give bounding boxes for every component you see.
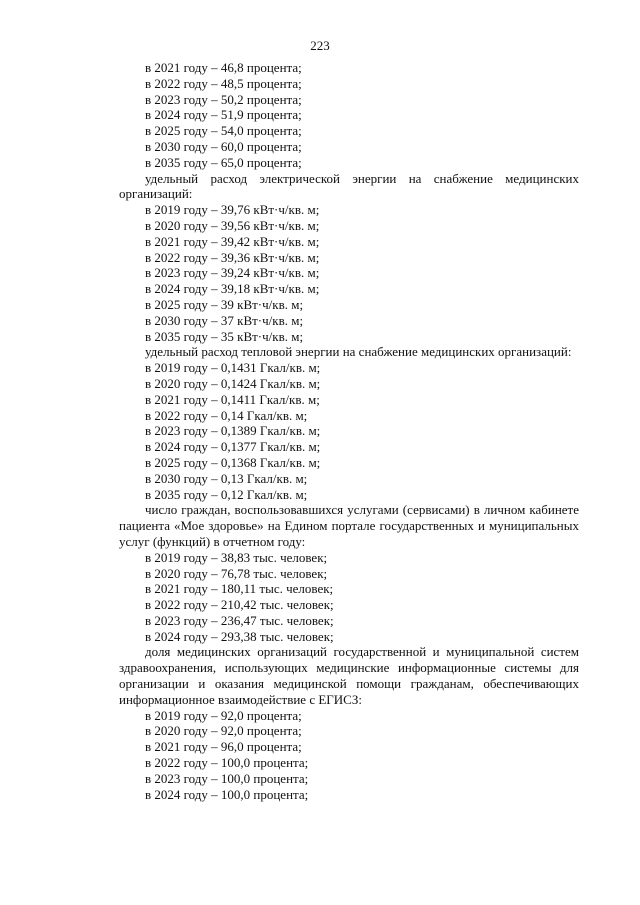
list-line: в 2024 году – 293,38 тыс. человек; [145,628,334,644]
list-line: в 2019 году – 38,83 тыс. человек; [145,549,328,565]
list-line: в 2030 году – 0,13 Гкал/кв. м; [145,470,308,486]
document-body [119,60,579,802]
list-line: в 2035 году – 65,0 процента; [145,154,302,170]
page-number: 223 [310,38,330,53]
list-line: в 2020 году – 0,1424 Гкал/кв. м; [145,375,321,391]
list-line: в 2021 году – 96,0 процента; [145,739,302,755]
list-line: в 2024 году – 100,0 процента; [145,786,309,802]
list-line: в 2023 году – 100,0 процента; [145,770,309,786]
list-line: в 2019 году – 0,1431 Гкал/кв. м; [145,360,321,376]
list-line: в 2024 году – 0,1377 Гкал/кв. м; [145,439,321,455]
list-line: в 2021 году – 46,8 процента; [145,60,302,75]
list-line: в 2023 году – 0,1389 Гкал/кв. м; [145,423,321,439]
list-line: в 2024 году – 39,18 кВт·ч/кв. м; [145,281,320,297]
list-line: в 2025 году – 39 кВт·ч/кв. м; [145,296,304,312]
paragraph: удельный расход электрической энергии на снабжение медицинских организаций: [119,170,579,202]
list-line: в 2035 году – 0,12 Гкал/кв. м; [145,486,308,502]
list-line: в 2019 году – 39,76 кВт·ч/кв. м; [145,202,320,218]
list-line: в 2030 году – 60,0 процента; [145,138,302,154]
list-line: в 2021 году – 39,42 кВт·ч/кв. м; [145,233,320,249]
list-line: в 2024 году – 51,9 процента; [145,107,302,123]
list-line: в 2025 году – 54,0 процента; [145,123,302,139]
list-line: в 2022 году – 0,14 Гкал/кв. м; [145,407,308,423]
list-line: в 2022 году – 210,42 тыс. человек; [145,597,334,613]
paragraph: доля медицинских организаций государственной и муниципальной систем здравоохранения, использующих медицинские информационные системы для организации и оказания медицинской помощи гражданам, обеспечивающих информационное взаимодействие с ЕГИСЗ: [119,644,579,707]
list-line: в 2020 году – 76,78 тыс. человек; [145,565,328,581]
list-line: в 2022 году – 39,36 кВт·ч/кв. м; [145,249,320,265]
paragraph: число граждан, воспользовавшихся услугами (сервисами) в личном кабинете пациента «Мое здоровье» на Едином портале государственных и муниципальных услуг (функций) в отчетном году: [119,502,579,549]
list-line: в 2020 году – 92,0 процента; [145,723,302,739]
list-line: в 2025 году – 0,1368 Гкал/кв. м; [145,454,321,470]
paragraph: удельный расход тепловой энергии на снабжение медицинских организаций: [145,344,572,360]
list-line: в 2023 году – 39,24 кВт·ч/кв. м; [145,265,320,281]
list-line: в 2030 году – 37 кВт·ч/кв. м; [145,312,304,328]
list-line: в 2019 году – 92,0 процента; [145,707,302,723]
list-line: в 2021 году – 180,11 тыс. человек; [145,581,334,597]
list-line: в 2023 году – 50,2 процента; [145,91,302,107]
list-line: в 2022 году – 48,5 процента; [145,75,302,91]
list-line: в 2020 году – 39,56 кВт·ч/кв. м; [145,217,320,233]
list-line: в 2022 году – 100,0 процента; [145,755,309,771]
list-line: в 2023 году – 236,47 тыс. человек; [145,612,334,628]
list-line: в 2021 году – 0,1411 Гкал/кв. м; [145,391,320,407]
list-line: в 2035 году – 35 кВт·ч/кв. м; [145,328,304,344]
